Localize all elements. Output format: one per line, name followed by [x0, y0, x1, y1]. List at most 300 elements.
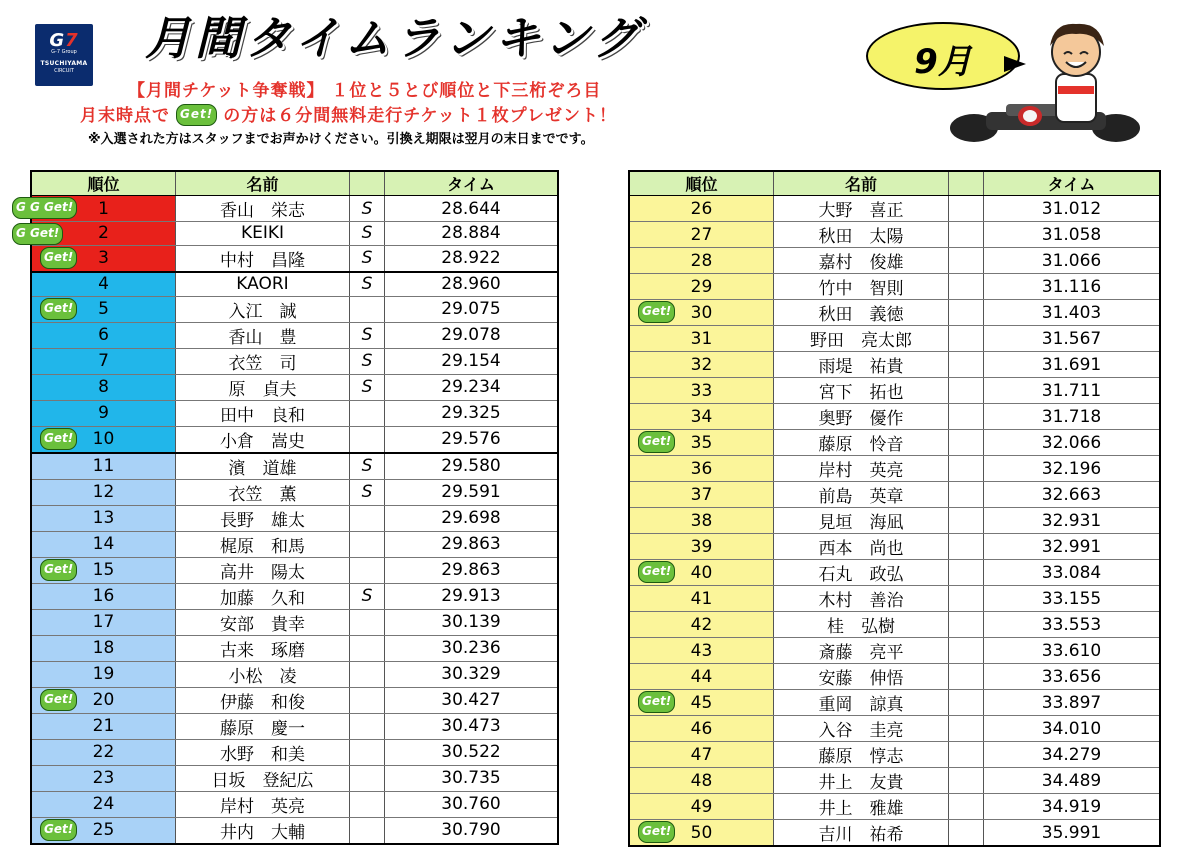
table-row: [31, 583, 558, 609]
rank-cell: [629, 560, 774, 586]
rank-text: 24: [92, 794, 115, 815]
name-text: 雨堤 祐貴: [818, 357, 904, 377]
col-time-header: タイム: [385, 171, 559, 196]
time-text: 30.427: [441, 690, 501, 711]
name-cell: [774, 716, 949, 742]
ranking-body-right: [629, 196, 1160, 847]
s-flag-cell: [350, 374, 385, 400]
time-cell: [385, 791, 559, 817]
kart-icon: [950, 104, 1140, 142]
ranking-table-left: [16, 170, 559, 845]
time-text: 34.919: [1041, 796, 1102, 817]
time-cell: [385, 505, 559, 531]
name-text: 奥野 優作: [818, 409, 904, 429]
rank-text: 50: [690, 822, 713, 843]
rank-cell: [31, 374, 176, 400]
s-flag-cell: [350, 635, 385, 661]
rank-text: 12: [92, 482, 115, 503]
table-row: [31, 374, 558, 400]
table-row: [629, 586, 1160, 612]
time-text: 30.760: [441, 794, 501, 815]
name-text: 小倉 嵩史: [220, 431, 305, 452]
time-text: 29.075: [441, 299, 501, 320]
time-cell: [385, 687, 559, 713]
name-cell: [176, 348, 350, 374]
name-text: 香山 豊: [228, 327, 297, 348]
table-row: [31, 661, 558, 687]
table-row: [31, 687, 558, 713]
s-flag-cell: [949, 352, 984, 378]
time-cell: [984, 326, 1161, 352]
rank-cell: [31, 791, 176, 817]
s-flag-cell: [350, 479, 385, 505]
s-flag-cell: [350, 348, 385, 374]
time-cell: [385, 322, 559, 348]
time-text: 32.066: [1041, 432, 1102, 453]
time-cell: [385, 453, 559, 480]
table-row: [629, 404, 1160, 430]
s-flag-cell: [350, 196, 385, 222]
s-flag-cell: [949, 742, 984, 768]
time-text: 30.735: [441, 768, 501, 789]
name-cell: [774, 612, 949, 638]
name-cell: [176, 400, 350, 426]
table-row: [31, 557, 558, 583]
rank-text: 10: [92, 429, 115, 450]
name-cell: [774, 482, 949, 508]
table-row: [629, 664, 1160, 690]
rank-cell: [629, 482, 774, 508]
name-cell: [176, 479, 350, 505]
time-cell: [385, 272, 559, 296]
table-row: [629, 326, 1160, 352]
get-badge-icon: Get!: [176, 104, 217, 126]
table-row: [629, 378, 1160, 404]
time-text: 31.116: [1041, 276, 1102, 297]
time-cell: [984, 742, 1161, 768]
name-text: 藤原 慶一: [220, 718, 305, 739]
time-cell: [385, 583, 559, 609]
rank-cell: [31, 713, 176, 739]
s-flag-cell: [350, 296, 385, 322]
rank-text: 2: [98, 223, 109, 244]
time-text: 30.236: [441, 638, 501, 659]
time-text: 33.897: [1041, 692, 1102, 713]
name-cell: [176, 531, 350, 557]
name-text: 前島 英章: [818, 487, 904, 507]
s-flag-cell: [350, 400, 385, 426]
table-row: [629, 612, 1160, 638]
table-row: [629, 534, 1160, 560]
name-cell: [176, 817, 350, 844]
s-flag-cell: [350, 505, 385, 531]
rank-cell: [31, 609, 176, 635]
name-text: 西本 尚也: [818, 539, 904, 559]
rank-cell: [31, 635, 176, 661]
s-flag-cell: [350, 609, 385, 635]
rank-cell: [629, 222, 774, 248]
rank-cell: [31, 453, 176, 480]
name-cell: [774, 248, 949, 274]
name-cell: [176, 791, 350, 817]
name-cell: [176, 374, 350, 400]
s-flag-text: S: [361, 482, 373, 503]
time-cell: [385, 765, 559, 791]
s-flag-cell: [949, 378, 984, 404]
rank-cell: [31, 557, 176, 583]
table-row: [31, 426, 558, 453]
s-flag-cell: [949, 612, 984, 638]
rank-text: 48: [690, 770, 713, 791]
time-text: 31.691: [1041, 354, 1102, 375]
page-title: 月間タイムランキング: [145, 11, 643, 65]
time-text: 33.610: [1041, 640, 1102, 661]
name-cell: [176, 557, 350, 583]
name-text: 古来 琢磨: [220, 640, 305, 661]
time-cell: [385, 531, 559, 557]
table-row: [629, 768, 1160, 794]
rank-cell: [629, 456, 774, 482]
rank-text: 20: [92, 690, 115, 711]
get-badge-icon: G Get!: [12, 223, 63, 245]
time-text: 31.012: [1041, 198, 1102, 219]
rank-text: 36: [690, 458, 713, 479]
rank-cell: [629, 274, 774, 300]
time-text: 33.084: [1041, 562, 1102, 583]
mascot-kart-illustration: [946, 16, 1146, 148]
name-text: 竹中 智則: [818, 279, 904, 299]
time-text: 29.078: [441, 325, 501, 346]
table-row: [31, 245, 558, 272]
rank-text: 9: [98, 403, 109, 424]
rank-cell: [629, 248, 774, 274]
name-text: 入谷 圭亮: [818, 721, 904, 741]
rank-text: 3: [98, 248, 109, 269]
time-text: 29.863: [441, 560, 501, 581]
s-flag-cell: [949, 690, 984, 716]
name-cell: [774, 664, 949, 690]
table-row: [31, 348, 558, 374]
rank-text: 18: [92, 638, 115, 659]
rank-cell: [629, 768, 774, 794]
s-flag-cell: [350, 661, 385, 687]
rank-text: 32: [690, 354, 713, 375]
rank-cell: [31, 400, 176, 426]
table-row: [629, 638, 1160, 664]
table-row: [629, 508, 1160, 534]
time-cell: [385, 245, 559, 272]
time-cell: [385, 400, 559, 426]
rank-text: 40: [690, 562, 713, 583]
name-cell: [774, 274, 949, 300]
rank-text: 49: [690, 796, 713, 817]
s-flag-cell: [350, 687, 385, 713]
table-header-row: [31, 171, 558, 196]
time-text: 31.567: [1041, 328, 1102, 349]
rank-cell: [31, 739, 176, 765]
s-flag-text: S: [361, 586, 373, 607]
rank-cell: [31, 296, 176, 322]
time-cell: [984, 222, 1161, 248]
time-cell: [385, 557, 559, 583]
name-cell: [774, 586, 949, 612]
name-cell: [176, 739, 350, 765]
name-text: 嘉村 俊雄: [818, 253, 904, 273]
name-text: 田中 良和: [220, 405, 305, 426]
table-row: [629, 300, 1160, 326]
name-cell: [774, 378, 949, 404]
s-flag-cell: [350, 426, 385, 453]
rank-text: 35: [690, 432, 713, 453]
get-badge-icon: Get!: [40, 298, 77, 320]
table-row: [31, 791, 558, 817]
name-cell: [176, 765, 350, 791]
s-flag-text: S: [361, 377, 373, 398]
time-text: 32.991: [1041, 536, 1102, 557]
rank-text: 27: [690, 224, 713, 245]
name-text: 秋田 太陽: [818, 227, 904, 247]
time-text: 34.489: [1041, 770, 1102, 791]
time-cell: [385, 609, 559, 635]
name-cell: [774, 326, 949, 352]
s-flag-cell: [350, 583, 385, 609]
time-text: 29.591: [441, 482, 501, 503]
time-cell: [984, 456, 1161, 482]
time-text: 29.154: [441, 351, 501, 372]
time-cell: [984, 404, 1161, 430]
time-text: 30.139: [441, 612, 501, 633]
time-text: 29.234: [441, 377, 501, 398]
table-row: [31, 635, 558, 661]
table-row: [629, 794, 1160, 820]
rank-cell: [629, 716, 774, 742]
rank-cell: [629, 638, 774, 664]
col-time-header: タイム: [984, 171, 1161, 196]
rank-cell: [629, 742, 774, 768]
rank-text: 22: [92, 742, 115, 763]
s-flag-cell: [350, 453, 385, 480]
rank-text: 30: [690, 302, 713, 323]
rank-cell: [629, 326, 774, 352]
rank-text: 26: [690, 198, 713, 219]
rank-text: 28: [690, 250, 713, 271]
time-cell: [984, 196, 1161, 222]
name-text: 吉川 祐希: [818, 825, 904, 845]
name-text: 岸村 英亮: [220, 796, 305, 817]
table-row: [31, 222, 558, 246]
ranking-table-right: [628, 170, 1161, 847]
name-text: 藤原 怜音: [818, 435, 904, 455]
s-flag-cell: [949, 196, 984, 222]
s-flag-cell: [949, 430, 984, 456]
name-text: 重岡 諒真: [818, 695, 904, 715]
time-cell: [385, 222, 559, 246]
s-flag-cell: [949, 456, 984, 482]
rank-cell: [16, 222, 176, 246]
s-flag-text: S: [361, 274, 373, 295]
rank-text: 21: [92, 716, 115, 737]
table-row: [31, 765, 558, 791]
s-flag-cell: [949, 222, 984, 248]
name-cell: [176, 453, 350, 480]
rank-cell: [31, 245, 176, 272]
time-cell: [984, 716, 1161, 742]
name-text: 水野 和美: [220, 744, 305, 765]
rank-text: 11: [92, 456, 115, 477]
time-text: 29.580: [441, 456, 501, 477]
rank-text: 1: [98, 198, 109, 219]
s-flag-cell: [949, 768, 984, 794]
time-text: 28.884: [441, 223, 501, 244]
name-text: 木村 善治: [818, 591, 904, 611]
time-cell: [984, 482, 1161, 508]
time-cell: [385, 635, 559, 661]
ranking-body-left: [16, 196, 558, 844]
time-cell: [984, 820, 1161, 847]
rank-cell: [629, 534, 774, 560]
s-flag-cell: [350, 322, 385, 348]
table-row: [31, 817, 558, 844]
time-cell: [984, 768, 1161, 794]
rank-text: 31: [690, 328, 713, 349]
time-text: 28.960: [441, 274, 501, 295]
name-text: 安部 貴幸: [220, 614, 305, 635]
table-row: [31, 272, 558, 296]
name-cell: [774, 560, 949, 586]
name-cell: [176, 609, 350, 635]
name-text: 桂 弘樹: [827, 617, 895, 637]
table-row: [629, 820, 1160, 847]
time-cell: [385, 713, 559, 739]
notice-line: ※入選された方はスタッフまでお声かけください。引換え期限は翌月の末日までです。: [88, 132, 594, 147]
rank-text: 7: [98, 351, 109, 372]
get-badge-icon: Get!: [638, 431, 675, 453]
name-text: 井内 大輔: [220, 822, 305, 843]
s-flag-cell: [949, 508, 984, 534]
name-text: 秋田 義徳: [818, 305, 904, 325]
s-flag-cell: [949, 326, 984, 352]
name-cell: [774, 300, 949, 326]
col-rank-header: 順位: [629, 171, 774, 196]
rank-text: 39: [690, 536, 713, 557]
name-cell: [774, 222, 949, 248]
rank-text: 29: [690, 276, 713, 297]
name-text: 香山 栄志: [220, 201, 305, 221]
promo-line-2: [80, 101, 617, 127]
s-flag-cell: [949, 274, 984, 300]
table-row: [31, 609, 558, 635]
rank-cell: [31, 348, 176, 374]
name-text: 衣笠 司: [228, 353, 297, 374]
table-row: [629, 248, 1160, 274]
time-cell: [385, 196, 559, 222]
rank-text: 17: [92, 612, 115, 633]
table-row: [31, 531, 558, 557]
name-text: 見垣 海凪: [818, 513, 904, 533]
table-row: [629, 456, 1160, 482]
name-cell: [176, 661, 350, 687]
time-text: 33.155: [1041, 588, 1102, 609]
rank-cell: [629, 352, 774, 378]
time-cell: [984, 300, 1161, 326]
table-row: [629, 742, 1160, 768]
name-cell: [176, 245, 350, 272]
s-flag-cell: [949, 664, 984, 690]
name-cell: [774, 430, 949, 456]
rank-cell: [16, 196, 176, 222]
table-row: [629, 482, 1160, 508]
time-text: 29.576: [441, 429, 501, 450]
s-flag-cell: [949, 586, 984, 612]
name-text: 原 貞夫: [228, 379, 297, 400]
name-cell: [774, 690, 949, 716]
time-text: 31.058: [1041, 224, 1102, 245]
rank-text: 34: [690, 406, 713, 427]
name-text: 入江 誠: [228, 301, 297, 322]
time-cell: [984, 638, 1161, 664]
name-cell: [774, 638, 949, 664]
name-cell: [774, 820, 949, 847]
time-cell: [984, 612, 1161, 638]
name-text: KAORI: [236, 274, 289, 295]
table-row: [31, 322, 558, 348]
time-cell: [385, 739, 559, 765]
name-text: 梶原 和馬: [220, 536, 305, 557]
s-flag-cell: [350, 817, 385, 844]
time-cell: [385, 479, 559, 505]
col-name-header: 名前: [774, 171, 949, 196]
logo-group: G-7 Group: [51, 49, 77, 55]
s-flag-cell: [949, 482, 984, 508]
time-cell: [984, 560, 1161, 586]
time-text: 30.329: [441, 664, 501, 685]
name-cell: [176, 687, 350, 713]
rank-cell: [629, 664, 774, 690]
rank-text: 15: [92, 560, 115, 581]
s-flag-text: S: [361, 223, 373, 244]
time-cell: [385, 661, 559, 687]
time-text: 29.863: [441, 534, 501, 555]
time-text: 29.325: [441, 403, 501, 424]
s-flag-text: S: [361, 198, 373, 219]
s-flag-cell: [350, 557, 385, 583]
time-cell: [385, 817, 559, 844]
time-text: 31.066: [1041, 250, 1102, 271]
rank-cell: [629, 378, 774, 404]
s-flag-cell: [949, 300, 984, 326]
rank-cell: [31, 531, 176, 557]
name-text: 高井 陽太: [220, 562, 305, 583]
name-text: 大野 喜正: [818, 201, 904, 221]
name-text: 井上 友貴: [818, 773, 904, 793]
table-row: [31, 453, 558, 480]
rank-text: 47: [690, 744, 713, 765]
rank-cell: [31, 765, 176, 791]
time-cell: [984, 378, 1161, 404]
name-cell: [774, 794, 949, 820]
time-text: 33.553: [1041, 614, 1102, 635]
table-row: [629, 196, 1160, 222]
name-text: 安藤 伸悟: [818, 669, 904, 689]
time-cell: [385, 296, 559, 322]
get-badge-icon: Get!: [40, 559, 77, 581]
rank-cell: [629, 612, 774, 638]
s-flag-cell: [949, 716, 984, 742]
table-row: [31, 479, 558, 505]
rank-cell: [629, 404, 774, 430]
name-cell: [774, 196, 949, 222]
time-text: 34.010: [1041, 718, 1102, 739]
